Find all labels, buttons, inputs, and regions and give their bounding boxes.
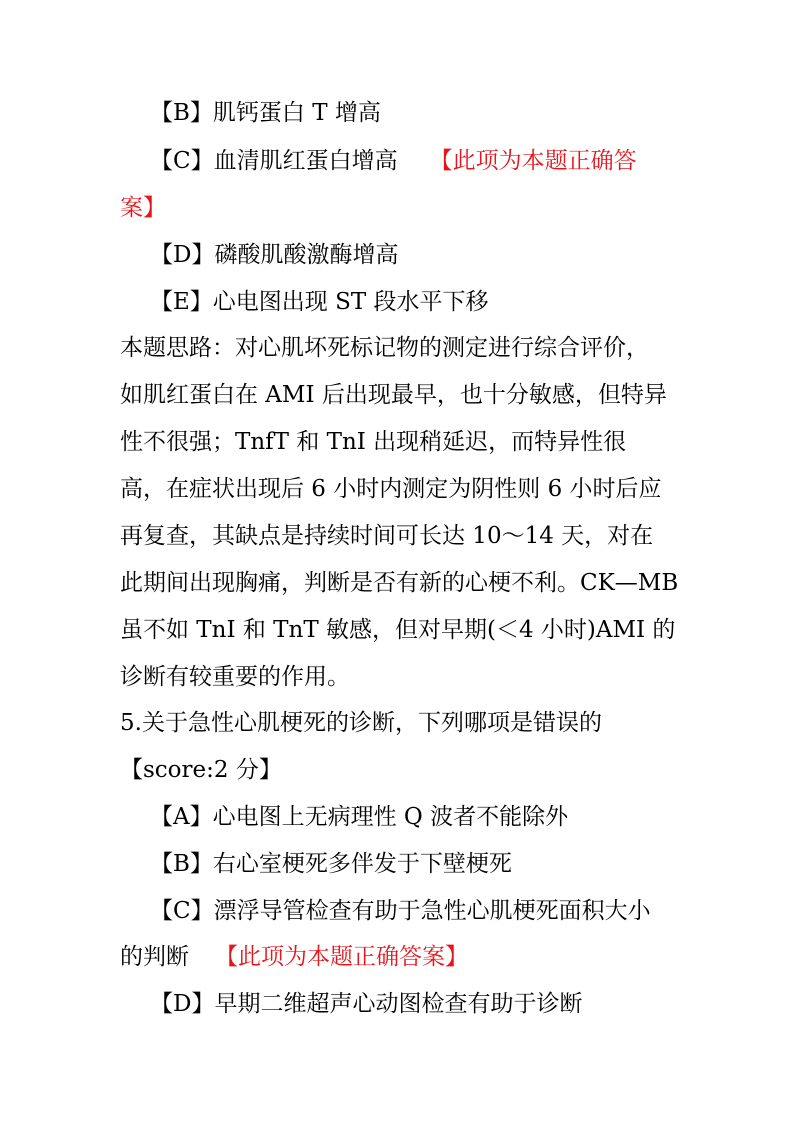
q4-analysis-line: 本题思路：对心肌坏死标记物的测定进行综合评价，	[120, 335, 649, 361]
q5-option-d: 【D】早期二维超声心动图检查有助于诊断	[150, 991, 583, 1017]
q4-analysis-line: 虽不如 TnI 和 TnT 敏感，但对早期(＜4 小时)AMI 的	[120, 617, 676, 643]
q5-option-c-text: 的判断	[120, 944, 189, 970]
q4-analysis-line: 高，在症状出现后 6 小时内测定为阴性则 6 小时后应	[120, 476, 662, 502]
q5-correct-answer-mark: 【此项为本题正确答案】	[215, 944, 468, 970]
q4-analysis-line: 如肌红蛋白在 AMI 后出现最早，也十分敏感，但特异	[120, 382, 667, 408]
q4-option-c-text: 【C】血清肌红蛋白增高	[150, 148, 398, 174]
q4-analysis-line: 诊断有较重要的作用。	[120, 664, 350, 690]
q4-analysis-line: 此期间出现胸痛，判断是否有新的心梗不利。CK—MB	[120, 570, 679, 596]
q4-analysis-line: 再复查，其缺点是持续时间可长达 10～14 天，对在	[120, 523, 654, 549]
q4-option-e: 【E】心电图出现 ST 段水平下移	[150, 289, 489, 315]
q4-option-d: 【D】磷酸肌酸激酶增高	[150, 242, 399, 268]
q4-option-c	[150, 146, 710, 176]
q5-option-b: 【B】右心室梗死多伴发于下壁梗死	[150, 851, 512, 877]
q5-option-a: 【A】心电图上无病理性 Q 波者不能除外	[150, 804, 569, 830]
q5-option-c: 【C】漂浮导管检查有助于急性心肌梗死面积大小	[150, 898, 651, 924]
q4-correct-answer-mark: 【此项为本题正确答	[429, 148, 637, 174]
q5-option-c-cont	[120, 942, 680, 972]
q4-analysis-line: 性不很强；TnfT 和 TnI 出现稍延迟，而特异性很	[120, 429, 627, 455]
q4-option-b: 【B】肌钙蛋白 T 增高	[150, 100, 381, 126]
q5-stem: 5.关于急性心肌梗死的诊断，下列哪项是错误的	[120, 710, 602, 736]
q4-correct-answer-mark-cont: 案】	[120, 195, 166, 221]
q5-score: 【score:2 分】	[120, 757, 282, 783]
